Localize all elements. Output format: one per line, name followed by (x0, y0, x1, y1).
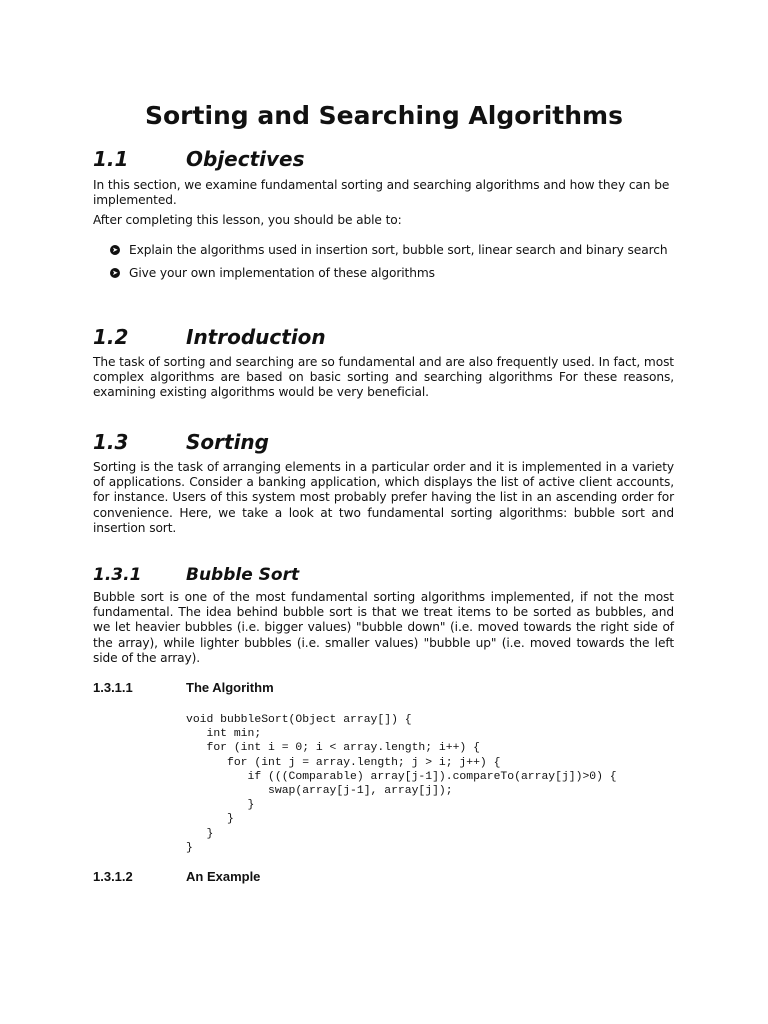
code-line: } (186, 799, 255, 812)
section-number: 1.3.1.2 (93, 869, 133, 884)
code-line: if (((Comparable) array[j-1]).compareTo(array[j])>0) { (186, 770, 617, 783)
bullet-icon: ➤ (110, 245, 120, 255)
section-number: 1.1 (93, 147, 129, 171)
code-line: for (int i = 0; i < array.length; i++) { (186, 742, 480, 755)
section-number: 1.3 (93, 430, 129, 454)
list-item (110, 262, 676, 285)
section-heading-text: An Example (186, 869, 261, 884)
section-number: 1.3.1 (93, 565, 142, 585)
section-heading-text: Introduction (186, 325, 326, 349)
code-line: } (186, 841, 193, 854)
list-item (110, 239, 676, 262)
code-line: for (int j = array.length; j > i; j++) { (186, 756, 501, 769)
code-block (186, 713, 617, 855)
section-number: 1.3.1.1 (93, 680, 133, 695)
code-line: swap(array[j-1], array[j]); (186, 784, 453, 797)
objectives-list (110, 239, 676, 284)
code-line: void bubbleSort(Object array[]) { (186, 714, 412, 726)
list-item-text: Give your own implementation of these algorithms (129, 265, 435, 280)
bubble-sort-paragraph: Bubble sort is one of the most fundamental sorting algorithms implemented, if not the most fundamental. The idea behind bubble sort is that we treat items to be sorted as bubbles, and we let heavier bubbles (i.e. bigger values) "bubble down" (i.e. moved towards the right side of the array), while lighter bubbles (i.e. smaller values) "bubble up" (i.e. moved towards the left side of the array). (93, 590, 674, 665)
code-line: } (186, 813, 234, 826)
objectives-intro-paragraph: In this section, we examine fundamental sorting and searching algorithms and how they can be implemented. (93, 178, 670, 208)
section-heading-text: Sorting (186, 430, 269, 454)
code-line: int min; (186, 728, 262, 741)
document-title: Sorting and Searching Algorithms (144, 101, 623, 130)
bullet-icon: ➤ (110, 268, 120, 278)
code-line: } (186, 827, 214, 840)
section-number: 1.2 (93, 325, 129, 349)
section-heading-text: Objectives (186, 147, 305, 171)
section-heading-text: Bubble Sort (186, 565, 300, 585)
introduction-paragraph: The task of sorting and searching are so fundamental and are also frequently used. In fact, most complex algorithms are based on basic sorting and searching algorithms For these reasons, examining existing algorithms would be very beneficial. (93, 355, 674, 400)
list-item-text: Explain the algorithms used in insertion sort, bubble sort, linear search and binary search (129, 243, 668, 257)
sorting-paragraph: Sorting is the task of arranging elements in a particular order and it is implemented in a variety of applications. Consider a banking application, which displays the list of active client accounts, for instance. Users of this system most probably prefer having the list in an ascending order for convenience. Here, we take a look at two fundamental sorting algorithms: bubble sort and insertion sort. (93, 460, 674, 535)
section-heading-text: The Algorithm (186, 680, 274, 695)
objectives-lead-paragraph: After completing this lesson, you should be able to: (93, 213, 402, 227)
